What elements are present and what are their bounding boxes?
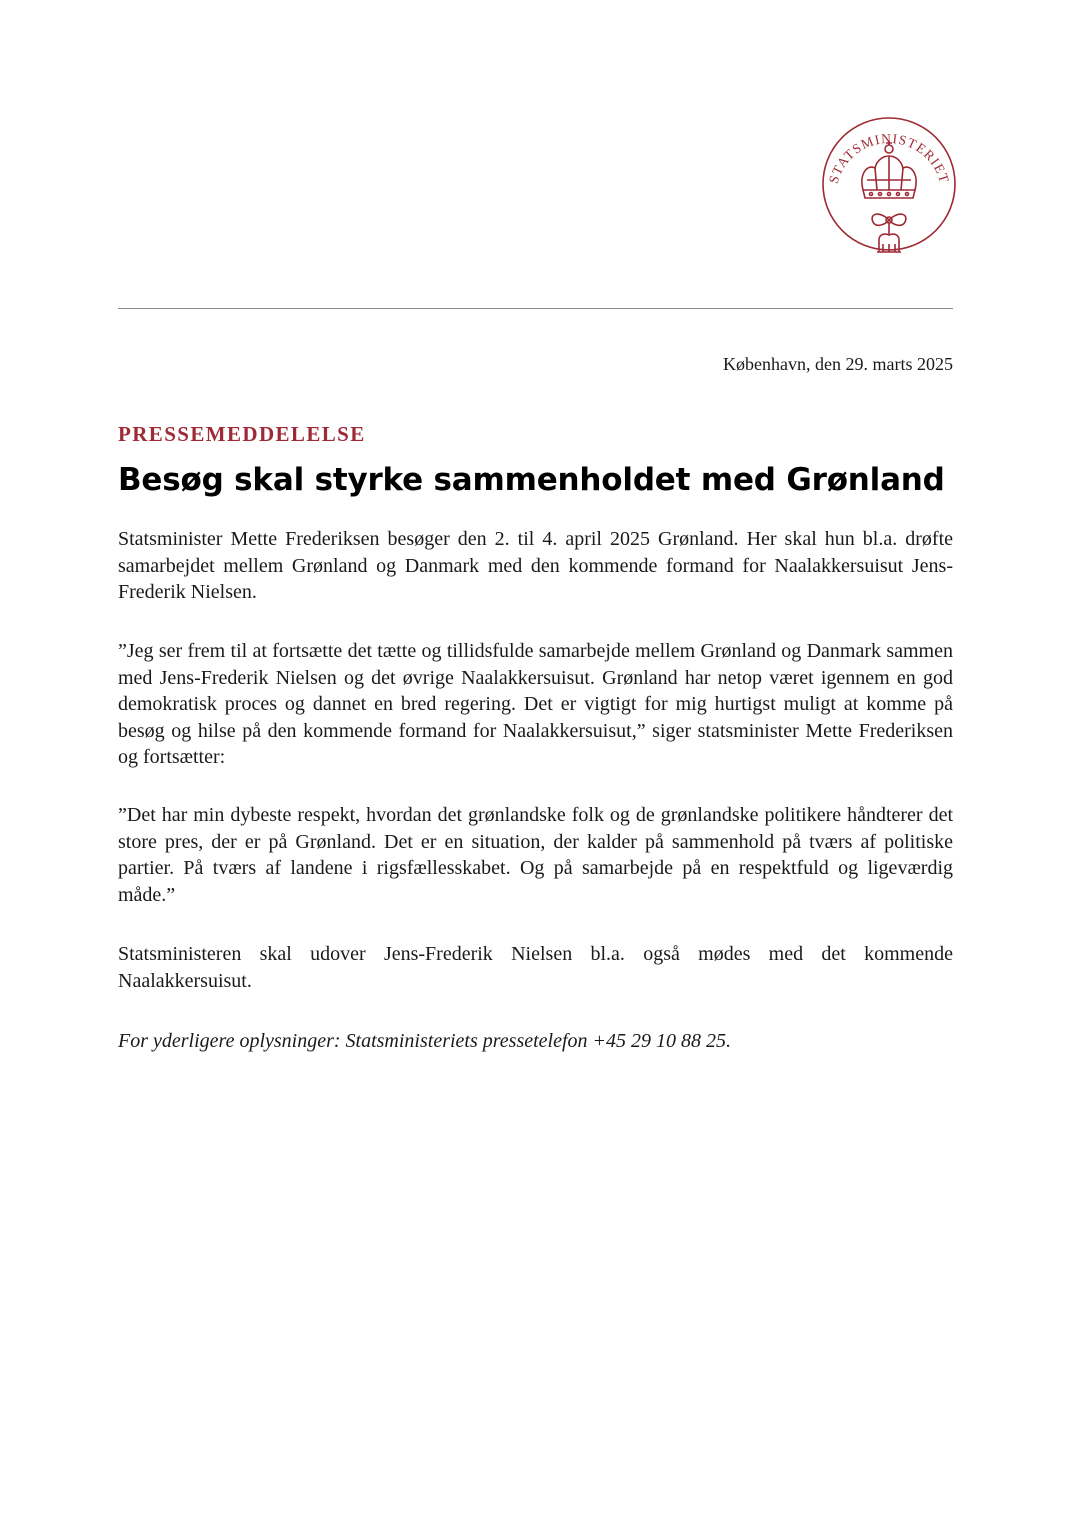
document-kicker: PRESSEMEDDELELSE <box>118 422 366 446</box>
body-paragraph: Statsministeren skal udover Jens-Frederik Nielsen bl.a. også mødes med det kommende Naalakkersuisut. <box>118 943 953 992</box>
press-contact-line: For yderligere oplysninger: Statsministeriets pressetelefon +45 29 10 88 25. <box>118 1030 732 1052</box>
quote-paragraph: ”Jeg ser frem til at fortsætte det tætte og tillidsfulde samarbejde mellem Grønland og Danmark sammen med Jens-Frederik Nielsen og det øvrige Naalakkersuisut. Grønland har netop været igennem en god demokratisk proces og dannet en bred regering. Det er vigtigt for mig hurtigst muligt at komme på besøg og hilse på den kommende formand for Naalakkersuisut,” siger statsminister Mette Frederiksen og fortsætter: <box>118 640 953 768</box>
dateline: København, den 29. marts 2025 <box>723 354 953 374</box>
svg-text:STATSMINISTERIET: STATSMINISTERIET <box>825 130 953 186</box>
header-divider <box>118 308 953 309</box>
body-paragraph: Statsminister Mette Frederiksen besøger den 2. til 4. april 2025 Grønland. Her skal hun bl.a. drøfte samarbejdet mellem Grønland og Danmark med den kommende formand for Naalakkersuisut Jens-Frederik Nielsen. <box>118 528 953 603</box>
statsministeriet-seal-logo <box>819 106 959 271</box>
headline: Besøg skal styrke sammenholdet med Grønland <box>118 462 945 498</box>
quote-paragraph: ”Det har min dybeste respekt, hvordan det grønlandske folk og de grønlandske politikere håndterer det store pres, der er på Grønland. Det er en situation, der kalder på sammenhold på tværs af politiske partier. På tværs af landene i rigsfællesskabet. Og på samarbejde på en respektfuld og ligeværdig måde.” <box>118 804 953 906</box>
